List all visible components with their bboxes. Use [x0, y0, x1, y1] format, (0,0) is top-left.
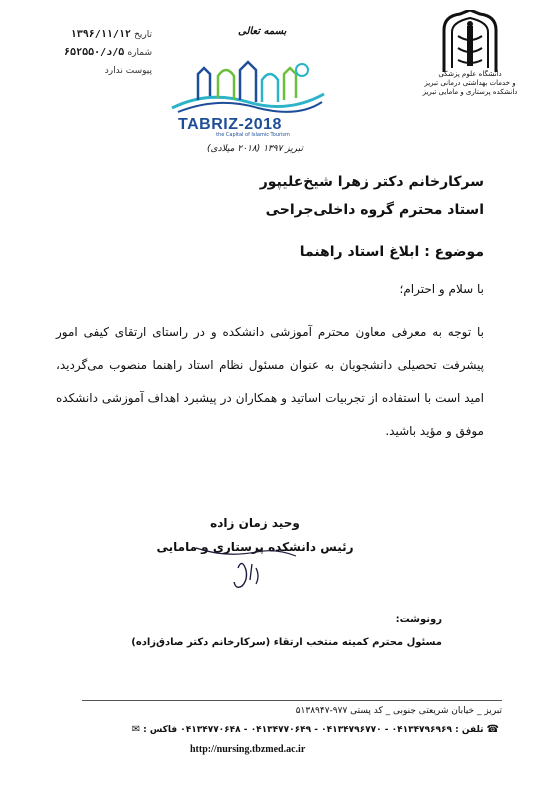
footer-phones	[80, 724, 502, 735]
date-value: ۱۳۹۶/۱۱/۱۲	[70, 29, 131, 40]
tabriz-year-text: تبریز ۱۳۹۷ (۲۰۱۸ میلادی)	[207, 144, 303, 154]
letter-subject: موضوع : ابلاغ استاد راهنما	[299, 244, 484, 260]
basmala: بسمه تعالی	[238, 26, 287, 37]
number-label: شماره	[127, 48, 152, 58]
university-name-line3: دانشکده پرستاری و مامایی تبریز	[422, 88, 518, 96]
number-value: ۵/د/۶۵۲۵۵۰	[64, 47, 125, 58]
letter-body: با توجه به معرفی معاون محترم آموزشی دانشکده و در راستای ارتقای کیفی امور پیشرفت تحصیلی دانشجویان به عنوان مسئول نظام استاد راهنما منصوب می‌گردید، امید است با استفاده از تجربیات اساتید و همکاران در پیشبرد اهداف آموزشی دانشکده موفق و مؤید باشید.	[56, 325, 484, 438]
fax-icon: ✉	[131, 724, 141, 735]
cc-label: رونوشت:	[395, 614, 442, 625]
handwritten-signature-icon	[186, 528, 316, 598]
tabriz-subtitle: the Capital of Islamic Tourism	[216, 132, 290, 138]
university-name	[418, 70, 522, 97]
university-name-line2: و خدمات بهداشتی درمانی تبریز	[424, 79, 516, 87]
tabriz-title: TABRIZ-2018	[178, 116, 282, 133]
footer-divider	[82, 700, 502, 701]
signer-name: وحید زمان زاده	[210, 516, 300, 530]
phone-icon: ☎	[486, 724, 499, 735]
cc-recipient: مسئول محترم کمیته منتخب ارتقاء (سرکارخانم دکتر صادق‌زاده)	[131, 637, 442, 648]
footer-url[interactable]: http://nursing.tbzmed.ac.ir	[190, 744, 306, 755]
footer-phones-text: تلفن : ۰۴۱۳۴۷۹۶۹۶۹ - ۰۴۱۳۴۷۹۶۷۷۰ - ۰۴۱۳۴۷۷۰۶۴۹ - ۰۴۱۳۴۷۷۰۶۴۸ فاکس :	[143, 725, 484, 735]
letter-meta	[32, 26, 152, 80]
date-label: تاریخ	[134, 30, 152, 40]
attachment-label: پیوست ندارد	[104, 66, 152, 76]
signer-title: رئیس دانشکده پرستاری و مامایی	[156, 540, 354, 554]
university-name-line1: دانشگاه علوم پزشکی	[438, 70, 502, 78]
footer-address: تبریز _ خیابان شریعتی جنوبی _ کد پستی ۹۷۷-۵۱۳۸۹۴۷	[295, 706, 502, 716]
recipient-title: استاد محترم گروه داخلی‌جراحی	[265, 202, 484, 218]
greeting: با سلام و احترام؛	[399, 282, 484, 296]
recipient-name: سرکارخانم دکتر زهرا شیخ‌علیپور	[259, 174, 484, 190]
university-logo-icon	[422, 10, 518, 122]
